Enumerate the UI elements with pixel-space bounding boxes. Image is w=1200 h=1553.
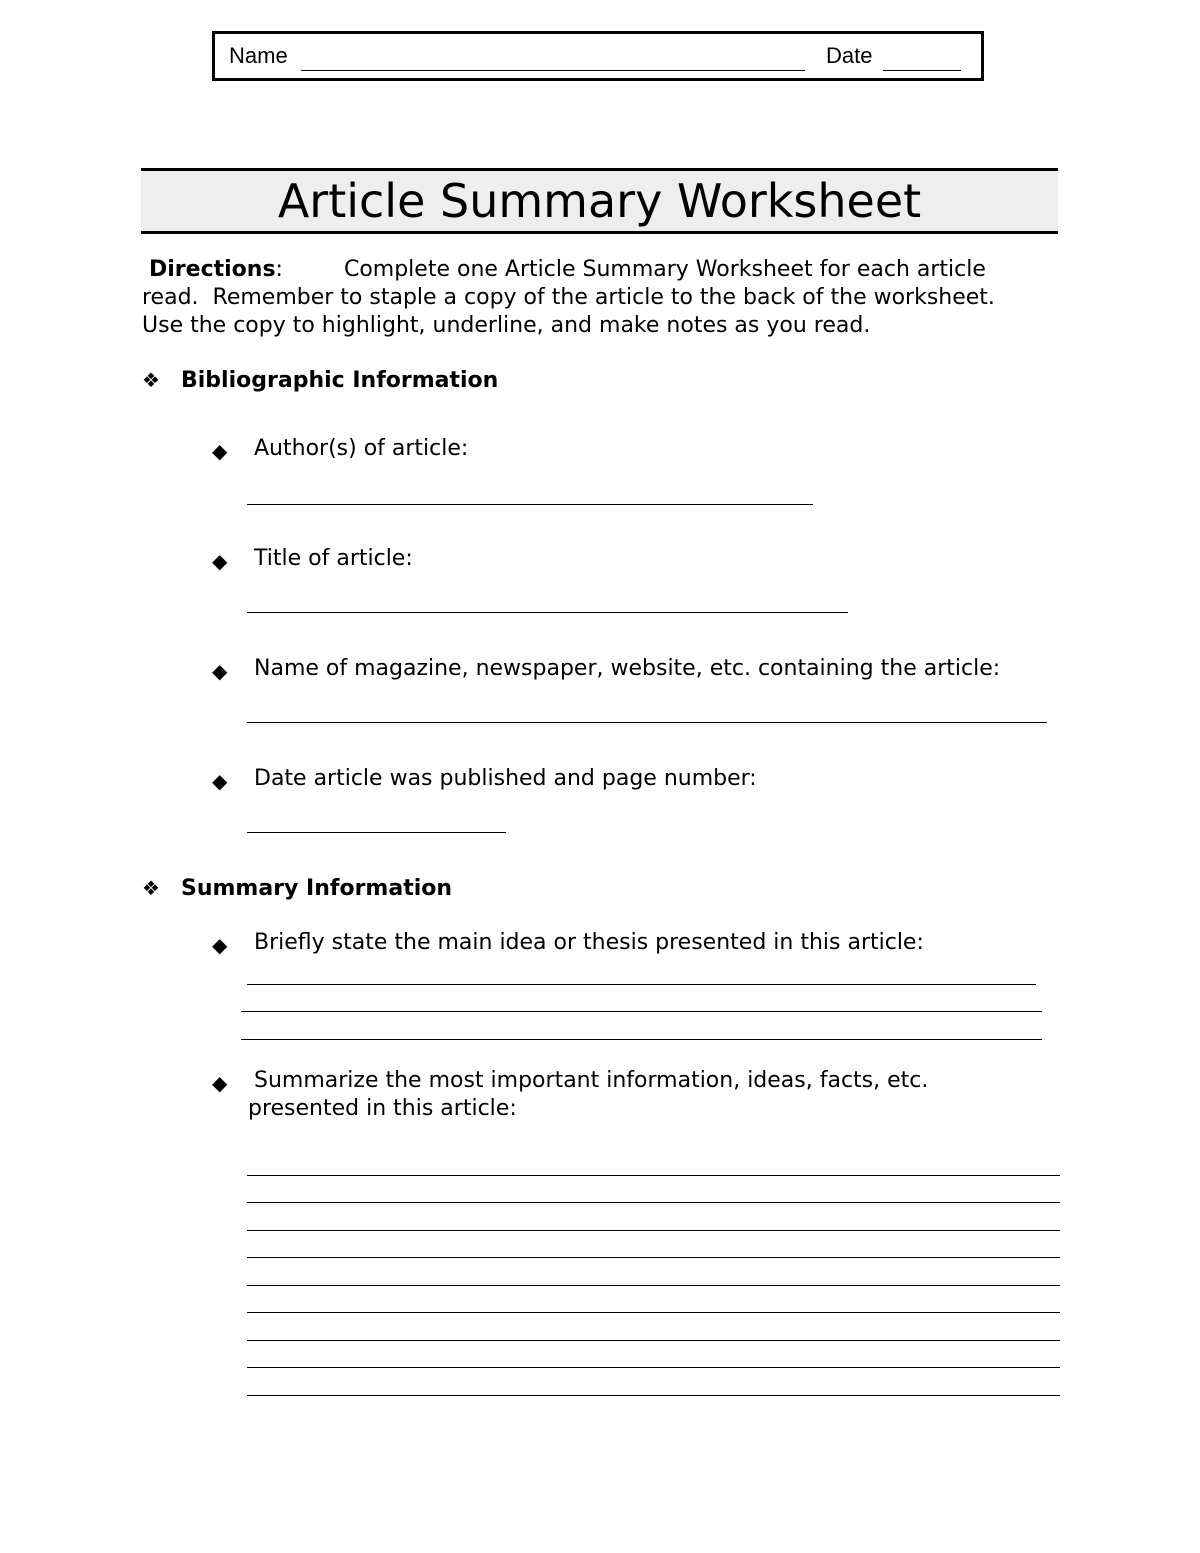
diamond-bullet-icon: ◆	[212, 1071, 228, 1095]
name-date-box	[212, 31, 984, 81]
diamond-bullet-icon: ◆	[212, 439, 228, 463]
answer-line-main-idea[interactable]	[241, 1039, 1042, 1040]
question-summarize: Summarize the most important information, ideas, facts, etc.	[254, 1068, 929, 1093]
answer-line-summary[interactable]	[247, 1257, 1060, 1258]
question-publication: Name of magazine, newspaper, website, etc. containing the article:	[254, 656, 1001, 681]
page-title: Article Summary Worksheet	[141, 168, 1058, 234]
diamond-bullet-icon: ◆	[212, 549, 228, 573]
answer-line-summary[interactable]	[247, 1312, 1060, 1313]
answer-line-summary[interactable]	[247, 1175, 1060, 1176]
question-date-page: Date article was published and page number:	[254, 766, 757, 791]
date-label: Date	[826, 43, 873, 68]
diamond-bullet-icon: ◆	[212, 659, 228, 683]
directions-line-2: read. Remember to staple a copy of the article to the back of the worksheet.	[142, 285, 995, 310]
date-field[interactable]	[883, 70, 961, 71]
section-heading: Summary Information	[181, 876, 453, 901]
section-bibliographic	[142, 368, 642, 398]
name-label: Name	[229, 43, 288, 68]
diamond-bullet-icon: ◆	[212, 769, 228, 793]
answer-line-title[interactable]	[247, 612, 848, 613]
answer-line-publication[interactable]	[247, 722, 1047, 723]
answer-line-date-page[interactable]	[247, 832, 506, 833]
section-summary	[142, 876, 642, 906]
answer-line-summary[interactable]	[247, 1202, 1060, 1203]
answer-line-summary[interactable]	[247, 1230, 1060, 1231]
diamond-bullet-icon: ◆	[212, 933, 228, 957]
answer-line-summary[interactable]	[247, 1285, 1060, 1286]
answer-line-main-idea[interactable]	[241, 1011, 1042, 1012]
question-title: Title of article:	[254, 546, 413, 571]
directions-line-1: Complete one Article Summary Worksheet for each article	[343, 257, 986, 282]
answer-line-summary[interactable]	[247, 1340, 1060, 1341]
question-summarize-cont: presented in this article:	[248, 1096, 517, 1121]
answer-line-author[interactable]	[247, 504, 813, 505]
question-author: Author(s) of article:	[254, 436, 469, 461]
question-main-idea: Briefly state the main idea or thesis presented in this article:	[254, 930, 924, 955]
answer-line-main-idea[interactable]	[247, 984, 1036, 985]
directions-line-3: Use the copy to highlight, underline, and make notes as you read.	[142, 313, 871, 338]
answer-line-summary[interactable]	[247, 1367, 1060, 1368]
name-field[interactable]	[301, 70, 805, 71]
directions-label: Directions	[149, 257, 276, 282]
section-bullet-icon: ❖	[142, 876, 160, 900]
directions: Directions: Complete one Article Summary Worksheet for each article read. Remember to staple a copy of the article to the back of the worksheet. Use the copy to highlight, underline, and make notes as you read.	[142, 257, 995, 338]
answer-line-summary[interactable]	[247, 1395, 1060, 1396]
section-bullet-icon: ❖	[142, 368, 160, 392]
section-heading: Bibliographic Information	[181, 368, 499, 393]
